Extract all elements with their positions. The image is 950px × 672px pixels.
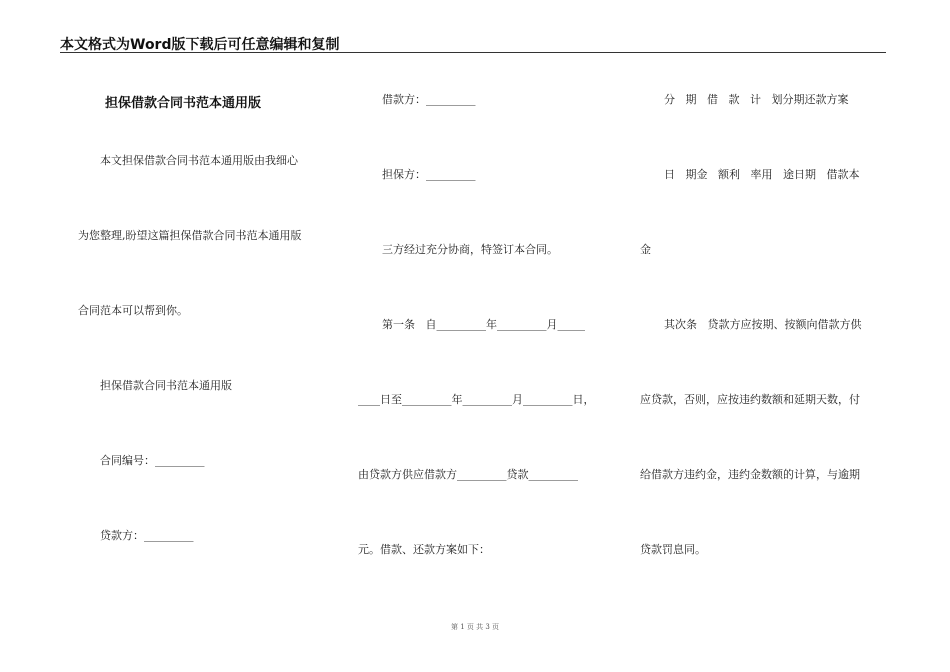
schedule-header-line-2: 日 期金 额利 率用 途日期 借款本 [664, 168, 860, 181]
article-2-line-1: 其次条 贷款方应按期、按额向借款方供 [664, 318, 862, 331]
document-title: 担保借款合同书范本通用版 [105, 96, 262, 111]
agreement-statement: 三方经过充分协商，特签订本合同。 [382, 243, 558, 256]
contract-heading: 担保借款合同书范本通用版 [100, 379, 232, 392]
article-1-line-1: 第一条 自_________年_________月_____ [382, 318, 585, 331]
article-2-line-2: 应贷款，否则，应按违约数额和延期天数，付 [640, 393, 860, 406]
page-number: 第 1 页 共 3 页 [450, 623, 500, 631]
intro-line-2: 为您整理,盼望这篇担保借款合同书范本通用版 [78, 229, 302, 242]
article-2-line-4: 贷款罚息同。 [640, 543, 706, 556]
lender-field: 贷款方：_________ [100, 529, 194, 542]
contract-number-field: 合同编号：_________ [100, 454, 205, 467]
article-2-line-3: 给借款方违约金，违约金数额的计算，与逾期 [640, 468, 860, 481]
schedule-header-line-3: 金 [640, 243, 651, 256]
article-1-line-2: ____日至_________年_________月_________日， [358, 393, 595, 406]
article-1-line-3: 由贷款方供应借款方_________贷款_________ [358, 468, 578, 481]
guarantor-field: 担保方：_________ [382, 168, 476, 181]
intro-line-1: 本文担保借款合同书范本通用版由我细心 [100, 154, 298, 167]
header-divider [60, 52, 886, 53]
schedule-header-line-1: 分 期 借 款 计 划分期还款方案 [664, 93, 849, 106]
borrower-field: 借款方：_________ [382, 93, 476, 106]
document-header-title: 本文格式为Word版下载后可任意编辑和复制 [60, 37, 340, 53]
intro-line-3: 合同范本可以帮到你。 [78, 304, 188, 317]
article-1-line-4: 元。借款、还款方案如下： [358, 543, 490, 556]
